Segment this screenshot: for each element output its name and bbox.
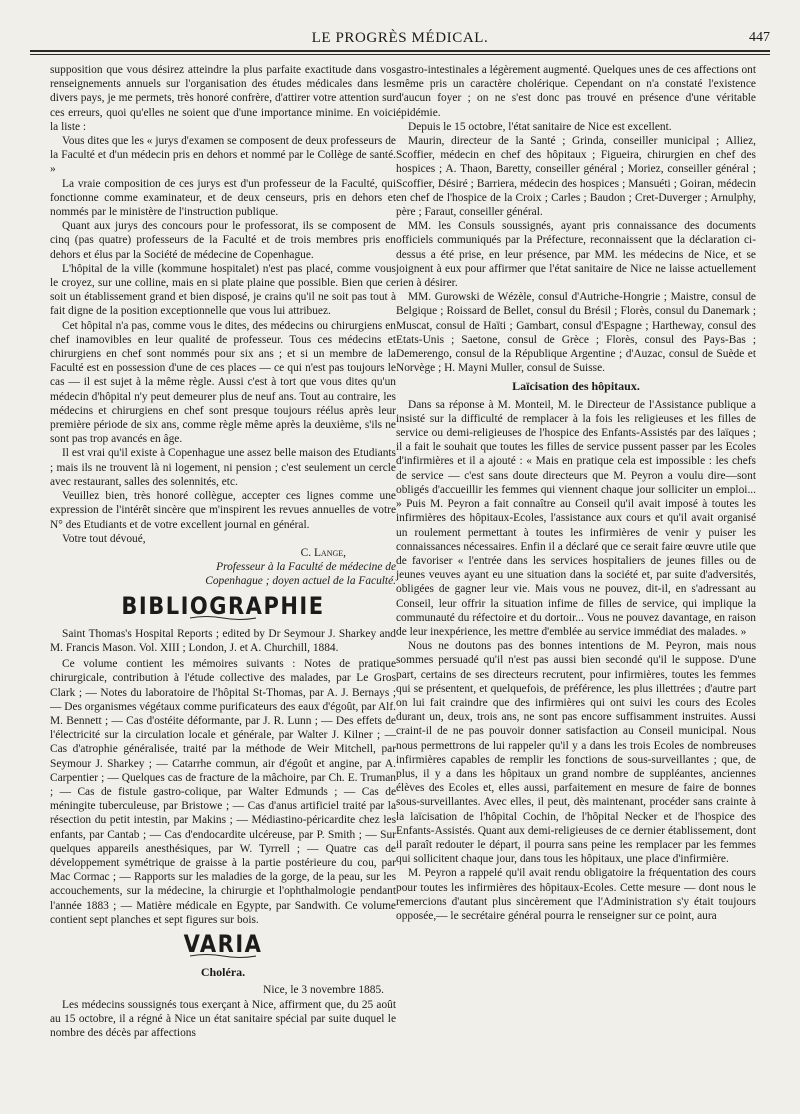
signature-affiliation-2: Copenhague ; doyen actuel de la Faculté. [205, 575, 396, 588]
laicisation-paragraph-2: Nous ne doutons pas des bonnes intentions de M. Peyron, mais nous sommes persuadé qu'il n'est pas aussi bien secondé qu'il le suppose. D'une part, certains de ses directeurs recrutent, pour infirmières, toutes les femmes qui se présentent, et quelquefois, de préférence, les plus illettrées ; d'autre part on lui fait craindre que des infirmières qui ont suivi les cours des Ecoles durant un, deux, trois ans, ne sont pas encore suffisamment instruites. Aussi craint-il de ne pas pouvoir donner satisfaction au Conseil municipal. Nous nous permettrons de lui rappeler qu'il y a dans les trois Ecoles de nombreuses infirmières capables de remplir les fonctions de sous-surveillantes ; que, de plus, il y a dans les hôpitaux un grand nombre de suppléantes, anciennes élèves des Ecoles et, elles aussi, parfaitement en mesure de faire de bonnes sous-surveillantes. Avec elles, il peut, dès maintenant, procéder sans crainte à la laïcisation de l'hôpital Cochin, de l'hôpital Necker et de l'hospice des Enfants-Assistés. Quant aux demi-religieuses de ce dernier établissement, dont il paraît redouter le départ, il pourra sans peine les remplacer par les femmes qui sollicitent chaque jour, dans tous les hôpitaux, une place d'infirmière. [396, 640, 756, 866]
cholera-heading: Choléra. [200, 965, 246, 980]
sanitary-state-paragraph: Depuis le 15 octobre, l'état sanitaire de Nice est excellent. [408, 120, 672, 133]
letter-paragraph-7: Il est vrai qu'il existe à Copenhague une assez belle maison des Etudiants ; mais ils ne trouvent là ni logement, ni pension ; c'est seulement un cercle avec restaurant, salles des solennités, etc. [50, 447, 396, 488]
bibliography-reference: Saint Thomas's Hospital Reports ; edited by Dr Seymour J. Sharkey and M. Francis Mason. Vol. XIII ; London, J. et A. Churchill, 1884. [50, 627, 396, 654]
running-title: LE PROGRÈS MÉDICAL. [311, 30, 489, 46]
cholera-continued-paragraph: gastro-intestinales a légèrement augmenté. Quelques unes de ces affections ont même pris un caractère cholérique. Cependant on n'a constaté l'existence d'aucun foyer ; on ne s'est donc pas trouvé en présence d'une véritable épidémie. [396, 64, 756, 119]
letter-signature: C. Lange, [300, 546, 346, 559]
bibliography-summary: Ce volume contient les mémoires suivants : Notes de pratique chirurgicale, contribution à l'étude collective des malades, par Le Gros Clark ; — Notes du laboratoire de l'hôpital St-Thomas, par A. J. Bernays ; — Des organismes végétaux comme purificateurs des eaux d'égoût, par Alf. M. Bennett ; — Cas d'ostéite déformante, par J. R. Lunn ; — Des effets de l'électricité sur la circulation locale et générale, par Walter J. Kilner ; — Cas d'atrophie généralisée, traité par la méthode de Weir Mitchell, par Seymour J. Sharkey ; — Catarrhe commun, air d'égoût et angine, par A. Carpentier ; — Quelques cas de fracture de la mâchoire, par Ch. E. Truman ; — Cas de fistule gastro-colique, par Walter Edmunds ; — Cas de méningite tuberculeuse, par Bristowe ; — Cas d'anus artificiel traité par la résection du petit intestin, par Makins ; — Médiastino-péricardite chez les enfants, par Cantab ; — Cas d'endocardite ulcéreuse, par P. Smith ; — Sur quelques appareils anesthésiques, par W. Tyrrell ; — Quatre cas de développement symétrique de graisse à la partie postérieure du cou, par Mac Cormac ; — Rapports sur les maladies de la gorge, de la peau, sur les accouchements, sur la médecine, la chirurgie et l'ophthalmologie pendant l'année 1883 ; — Matière médicale en Egypte, par Sandwith. Ce volume contient sept planches et sept figures sur bois. [50, 658, 396, 926]
cholera-date-line: Nice, le 3 novembre 1885. [263, 984, 384, 997]
laicisation-paragraph-1: Dans sa réponse à M. Monteil, M. le Directeur de l'Assistance publique a insisté sur la difficulté de remplacer à la fois les religieuses et les filles de service ou demi-religieuses de l'hospice des Enfants-Assistés par des laïques ; il a fait le souhait que toutes les filles de service pussent passer par les Ecoles d'infirmières et il a ajouté : « Mais en pratique cela est impossible : les chefs de service — c'est sans doute directeurs que M. Peyron a voulu dire—sont obligés d'accueillir les femmes qui viennent chaque jour solliciter un emploi... » Puis M. Peyron a fait connaître au Conseil qu'il avait imposé à toutes les infirmières des hôpitaux-Ecoles, l'assistance aux cours et qu'il avait organisé un roulement permettant à toutes les infirmières de venir y puiser les connaissances nécessaires. Enfin il a déclaré que ce serait faire œuvre utile que de favoriser « l'entrée dans les services hospitaliers de jeunes filles ou de jeunes veuves ayant eu une situation dans la société et, par suite d'adversités, obligées de gagner leur vie. Mais vous ne pouvez, dit-il, en s'adressant au Conseil, leur offrir la situation infime de filles de service, qui implique la communauté du réfectoire et du dortoir... Vous ne pouvez davantage, en raison de leur inexpérience, les mettre d'emblée au service immédiat des malades. » [396, 398, 756, 638]
header-rule-thin [30, 54, 770, 55]
right-column [396, 63, 756, 923]
letter-paragraph-2: Vous dites que les « jurys d'examen se composent de deux professeurs de la Faculté et d'un médecin pris en dehors et nommé par le Collège de santé. » [50, 135, 396, 176]
signature-affiliation-1: Professeur à la Faculté de médecine de [216, 561, 396, 574]
left-column [50, 63, 396, 1040]
letter-paragraph-1: supposition que vous désirez atteindre la plus parfaite exactitude dans vos renseignements annuels sur l'organisation des études médicales dans les divers pays, je me permets, très honoré confrère, d'attirer votre attention sur ces erreurs, quoi qu'elles ne soient que d'une importance minime. En voici la liste : [50, 64, 396, 133]
laicisation-heading: Laïcisation des hôpitaux. [512, 379, 640, 394]
letter-paragraph-3: La vraie composition de ces jurys est d'un professeur de la Faculté, qui fonctionne comme examinateur, et de deux censeurs, pris en dehors et nommés par le ministère de l'instruction publique. [50, 177, 396, 219]
header-rule-thick [30, 50, 770, 52]
page-number: 447 [749, 30, 770, 45]
page-header [30, 30, 770, 52]
physicians-signatories: Maurin, directeur de la Santé ; Grinda, conseiller municipal ; Alliez, Scoffier, médecin en chef des hôpitaux ; Figueira, chirurgien en chef des hospices ; A. Thaon, Baretty, conseiller général ; Moriez, conseiller général ; Scoffier, Désiré ; Barriera, médecin des hospices ; Mansuéti ; Goiran, médecin en chef de l'hospice de la Croix ; Carles ; Baudon ; Cret-Duverger ; Arnulphy, père ; Faraut, conseiller général. [396, 135, 756, 219]
letter-paragraph-4: Quant aux jurys des concours pour le professorat, ils se composent de cinq (pas quatre) professeurs de la Faculté et de trois membres pris en dehors et élus par la Société de médecine de Copenhague. [50, 220, 396, 261]
consuls-signatories: MM. Gurowski de Wézèle, consul d'Autriche-Hongrie ; Maistre, consul de Belgique ; Roissard de Bellet, consul du Brésil ; Florès, consul du Danemark ; Muscat, consul de Haïti ; Gambart, consul d'Espagne ; Hartheway, consul des Etats-Unis ; Saetone, consul de Grèce ; Florès, consul des Pays-Bas ; Demerengo, consul de la République Argentine ; d'Auzac, consul de Suède et Norvège ; H. Mayni Muller, consul de Suisse. [396, 291, 756, 375]
letter-paragraph-6: Cet hôpital n'a pas, comme vous le dites, des médecins ou chirurgiens en chef inamovibles en leur qualité de professeur. Tous ces médecins et chirurgiens en chef sont nommés pour six ans ; et si un membre de la Faculté est en possession d'une de ces places — ce qui n'est pas toujours le cas — il est sujet à la même règle. Aussi c'est à tort que vous dites qu'un médecin d'hôpital n'y peut demeurer plus de neuf ans. Tout au contraire, les médecins et chirurgiens en chef sont presque toujours réélus après leur première période de six ans, comme règle même après la deuxième, s'ils ne sont pas trop avancés en âge. [50, 319, 396, 446]
letter-paragraph-8: Veuillez bien, très honoré collègue, accepter ces lignes comme une expression de l'intérêt sincère que m'inspirent les revues annuelles de votre N° des Etudiants et de votre excellent journal en général. [50, 490, 396, 531]
consuls-paragraph: MM. les Consuls soussignés, ayant pris connaissance des documents officiels communiqués par la Préfecture, reconnaissent que la déclaration ci-dessus a été prise, en leur présence, par MM. les médecins de Nice, et se joignent à eux pour affirmer que l'état sanitaire de Nice ne laisse actuellement rien à désirer. [396, 220, 756, 290]
laicisation-paragraph-3: M. Peyron a rappelé qu'il avait rendu obligatoire la fréquentation des cours pour toutes les infirmières des hôpitaux-Ecoles. Cette mesure — dont nous le remercions d'autant plus sincèrement que l'Administration s'y était toujours opposée,— le secrétaire général pourra le renseigner sur ce point, aura [396, 867, 756, 922]
bibliographie-title: BIBLIOGRAPHIE [121, 591, 325, 620]
cholera-paragraph: Les médecins soussignés tous exerçant à Nice, affirment que, du 25 août au 15 octobre, il a régné à Nice un état sanitaire spécial par suite duquel le nombre des décès par affections [50, 998, 396, 1039]
varia-title: VARIA [183, 930, 263, 958]
letter-paragraph-5: L'hôpital de la ville (kommune hospitalet) n'est pas placé, comme vous le croyez, sur une colline, mais en si plate plaine que possible. Bien que ce soit un établissement grand et bien disposé, je crains qu'il ne soit pas tout à fait digne de la position exceptionnelle que vous lui attribuez. [50, 262, 396, 318]
letter-salutation: Votre tout dévoué, [62, 532, 146, 545]
